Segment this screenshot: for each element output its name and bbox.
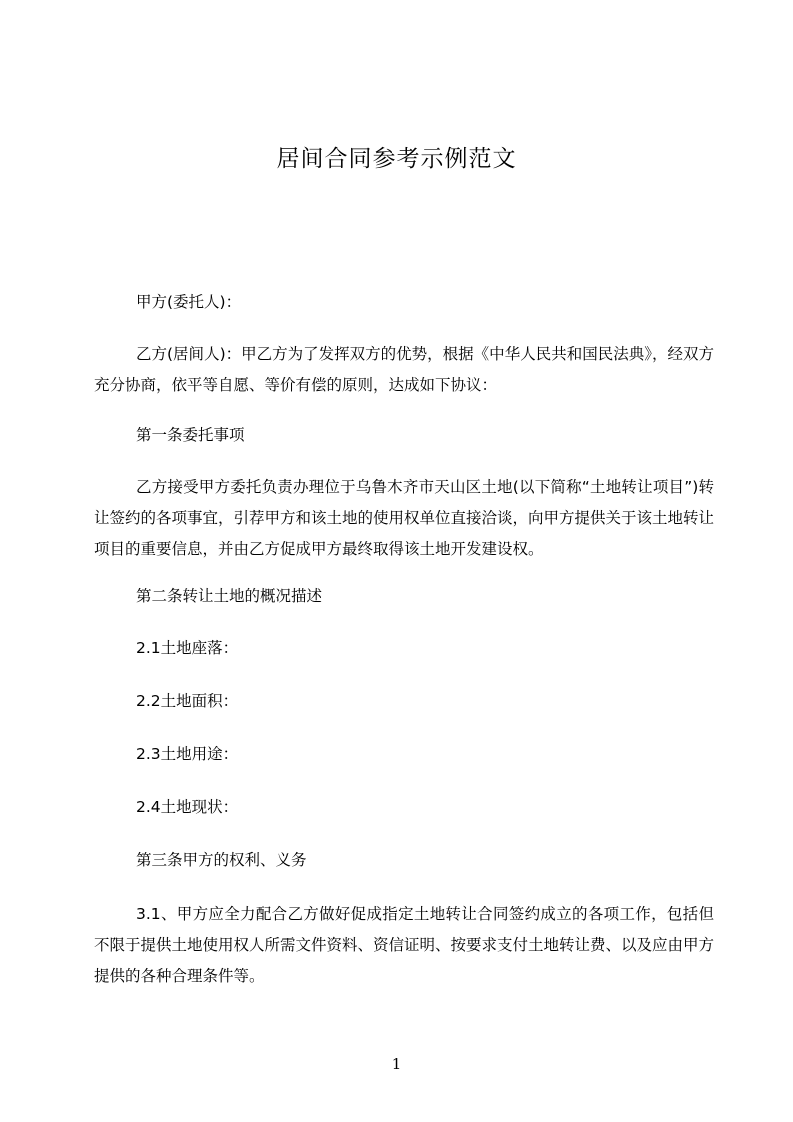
article-1-heading: 第一条委托事项	[136, 426, 245, 444]
article-3-heading: 第三条甲方的权利、义务	[136, 851, 307, 869]
clause-2-1: 2.1土地座落：	[136, 639, 239, 657]
document-title: 居间合同参考示例范文	[276, 146, 517, 172]
clause-2-3: 2.3土地用途：	[136, 745, 239, 763]
clause-3-1: 3.1、甲方应全力配合乙方做好促成指定土地转让合同签约成立的各项工作，包括但不限于提供土地使用权人所需文件资料、资信证明、按要求支付土地转让费、以及应由甲方提供的各种合理条件等。	[94, 905, 715, 985]
party-b-paragraph: 乙方(居间人)：甲乙方为了发挥双方的优势，根据《中华人民共和国民法典》，经双方充分协商，依平等自愿、等价有偿的原则，达成如下协议：	[94, 345, 714, 394]
clause-2-4: 2.4土地现状：	[136, 798, 239, 816]
clause-2-2: 2.2土地面积：	[136, 692, 239, 710]
party-a-line: 甲方(委托人)：	[136, 293, 242, 311]
article-2-heading: 第二条转让土地的概况描述	[136, 587, 323, 605]
article-1-body: 乙方接受甲方委托负责办理位于乌鲁木齐市天山区土地(以下简称“土地转让项目”)转让签约的各项事宜，引荐甲方和该土地的使用权单位直接洽谈，向甲方提供关于该土地转让项目的重要信息，并由乙方促成甲方最终取得该土地开发建设权。	[94, 478, 715, 558]
page-number: 1	[391, 1055, 402, 1073]
